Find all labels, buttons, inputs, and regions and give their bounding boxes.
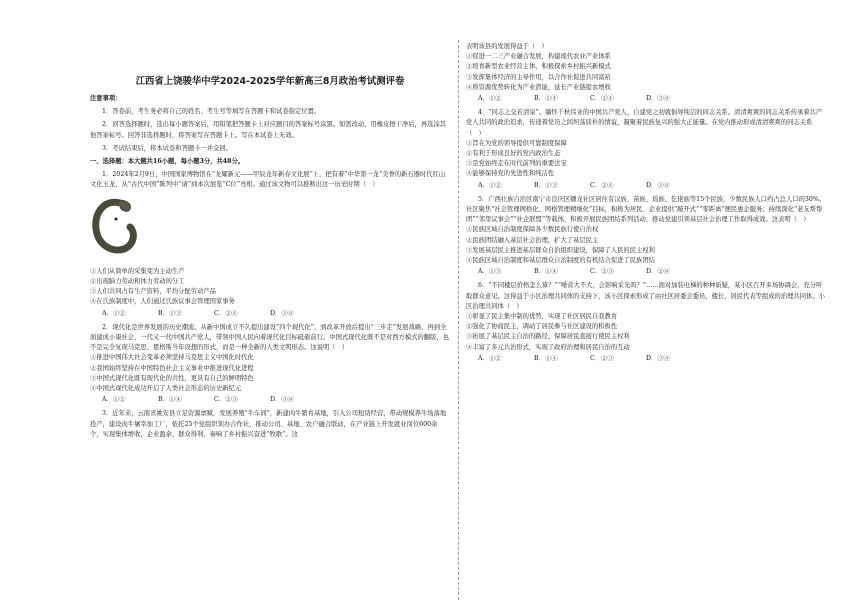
question-4-option-3: ③是党始终走在时代前列的重要法宝 [466,160,567,168]
question-5-choices [478,267,828,277]
notice-item-1: 1．答卷前，考生务必将自己的姓名、考生号等填写在答题卡和试卷指定位置。 [102,108,321,116]
jade-dragon-image [90,195,140,257]
question-3-stem: 3．近年来，云南省姚安县立足资源禀赋，发展养殖“牛车间”，新建肉牛繁育基地，引入公司租赁经营，带动规模养牛场落地投产，建设肉牛屠宰加工厂，依托25个党组织领办合作社，推动公司、基地、农户融合联动，在产业链上开发就业岗位600余个，实现集体增收、企业盈余、群众得利，奏响了乡村振兴奋进“牧歌”。这 [90,410,447,438]
question-5-stem: 5．广西壮族自治区南宁市良庆区蟠龙社区居住有汉族、苗族、瑶族、仡佬族等15个民族，少数民族人口约占总人口的30%。社区聚焦“社会管理网格化、网格管理精细化”目标，积极为居民、企业提供“敲开式”“零距离”便民惠企服务；持续深化“老友帮帮团”“邻里议事会”“社企联盟”等载体，积极开展民族团结系列活动，推动党建引领基层社会治理工作取得成效。这表明（ ） [466,195,826,224]
question-2-option-2: ②我国始终坚持在中国特色社会主义事业中推进现代化进程 [90,364,254,372]
question-3-option-1: ①促进一二三产业融合发展，构建现代农业产业体系 [466,53,611,61]
question-1-choices [102,309,450,319]
question-2-choices [102,395,450,405]
question-1-stem: 1．2024年2月9日，中国国家博物馆在“龙耀新元——甲辰龙年新春文化展”上，把有着“中华第一龙”美誉的新石器时代红山文化玉龙，从“古代中国”陈列中“请”到本次展览“C位”亮相。通过该文物可以推断出这一历史时期（ ） [90,171,446,189]
question-3-option-3: ③发挥集体经济的主导作用，以合作社促进共同富裕 [466,73,611,81]
question-4-option-1: ①旨在为党的领导提供可靠制度保障 [466,139,567,147]
question-2-option-3: ③中国式现代化既有现代化的共性，更具有自己的鲜明特色 [90,374,254,382]
question-5-option-4: ④民族区域自治制度和基层群众自治制度的有机结合促进了民族团结 [466,257,655,265]
question-2-stem: 2．现代化是世界发展的历史潮流。从新中国成立不久提出建设“四个现代化”，到改革开放后提出“三步走”发展战略，再到全面建成小康社会，一代又一代中国共产党人，带领中国人民向着现代化目标砥砺前行。中国式现代化既不是对西方模式的翻版，也不是完全复现马克思、恩格斯当年设想的形式，而是一种全新的人类文明形态。这说明（ ） [90,323,449,352]
choice-a[interactable]: A．①② [102,396,126,404]
choice-d[interactable]: D．③④ [646,95,670,103]
question-1-option-4: ④在氏族制度中，人们通过氏族议事会管理国家事务 [90,298,235,306]
choice-a[interactable]: A．①② [478,354,502,362]
choice-b[interactable]: B．①④ [534,354,558,362]
question-2-option-1: ①推进中国伟大社会变革必须坚持马克思主义中国化时代化 [90,354,254,362]
choice-a[interactable]: A．①③ [478,268,502,276]
choice-b[interactable]: B．①③ [158,309,182,317]
question-2-option-4: ④中国式现代化成功开启了人类社会形态的历史新纪元 [90,385,242,393]
question-6-choices [478,354,828,364]
question-3-stem-continued: 表明该县的发展得益于（ ） [466,43,548,50]
question-1-option-2: ②出现脑力劳动和体力劳动的分工 [90,278,185,286]
choice-c[interactable]: C．②③ [214,396,238,404]
question-6-option-3: ③拓展了基层民主自治的路径，保障居民直接行使民主权利 [466,333,630,341]
question-4-choices [478,181,828,191]
exam-title: 江西省上饶骏华中学2024-2025学年新高三8月政治考试测评卷 [135,76,405,87]
question-5-option-3: ③发展基层民主推进基层群众自治组织建设，保障了人民的民主权利 [466,246,655,254]
question-6-option-2: ②强化了协商民主，调动了居民参与社区建设的积极性 [466,323,618,331]
question-5-option-2: ②民族团结融入基层社会治理，扩大了基层民主 [466,236,599,244]
question-3-option-4: ④将资源优势转化为产业潜能，延长产业链提农增收 [466,83,611,91]
choice-d[interactable]: D．③④ [270,309,294,317]
notice-heading: 注意事项： [90,95,122,102]
choice-b[interactable]: B．①④ [534,95,558,103]
column-divider [458,40,459,600]
choice-b[interactable]: B．①③ [534,181,558,189]
question-1-option-1: ①人们从简单的采集变为主动生产 [90,267,185,275]
choice-b[interactable]: B．①④ [534,268,558,276]
right-column [466,42,828,368]
notice-item-2: 2．回答选择题时，选出每小题答案后，用铅笔把答题卡上对应题目的答案标号涂黑。如需改动，用橡皮擦干净后，再选涂其他答案标号。回答非选择题时，将答案写在答题卡上。写在本试卷上无效。 [90,121,447,139]
question-5-option-1: ①民族区域自治制度保障各少数民族行使自治权 [466,226,599,234]
question-6-option-1: ①彰显了民主集中制的优势，实现了社区居民自我教育 [466,313,618,321]
choice-d[interactable]: D．②④ [646,268,670,276]
choice-c[interactable]: C．②③ [590,354,614,362]
question-6-option-4: ④丰富了多元共治形式，实现了政府治理和居民自治的互动 [466,343,630,351]
choice-b[interactable]: B．①④ [158,396,182,404]
question-6-stem: 6．“不同楼层价格怎么算？”“噪音大不大，会影响采光吗？”……面对加装电梯的种种质疑，某小区召开多场协调会，充分听取群众意见。这得益于小区治理共同体的支持下，该小区探索形成了由社区居委会委员、楼长、居民代表等组成的治理共同体。小区治理共同体（ ） [466,282,825,310]
question-3-option-2: ②培育新型农业经营主体，积极探索乡村振兴新模式 [466,63,611,71]
choice-c[interactable]: C．②③ [590,268,614,276]
section-heading: 一、选择题：本大题共16小题，每小题3分，共48分。 [90,158,245,166]
question-1-option-3: ③人们共同占有生产资料，平均分配劳动产品 [90,288,216,296]
choice-d[interactable]: D．③④ [646,354,670,362]
choice-c[interactable]: C．②④ [214,309,238,317]
question-4-option-4: ④能够保持党的先进性和纯洁性 [466,170,555,178]
choice-d[interactable]: D．③④ [646,181,670,189]
question-4-option-2: ②有利于形成良好的党内政治生态 [466,150,561,158]
question-4-stem: 4．“同志之交若清泉”。躺怀千秋伟业的中国共产党人，自建党之初就倡导纯洁的同志关系。清清爽爽的同志关系传承着共产党人共同的政治追求，传递着党员之间坦荡质朴的情谊，凝聚着民族复兴的强大正能量。在党内推动形成清清爽爽的同志关系（ ） [466,109,823,137]
notice-item-3: 3．考试结束后，将本试卷和答题卡一并交回。 [102,144,232,152]
choice-a[interactable]: A．①② [478,95,502,103]
choice-a[interactable]: A．①② [478,181,502,189]
choice-c[interactable]: C．②④ [590,95,614,103]
question-3-choices [478,94,828,104]
choice-a[interactable]: A．①② [102,309,126,317]
choice-d[interactable]: D．③④ [270,396,294,404]
choice-c[interactable]: C．②④ [590,181,614,189]
left-column [90,94,450,440]
